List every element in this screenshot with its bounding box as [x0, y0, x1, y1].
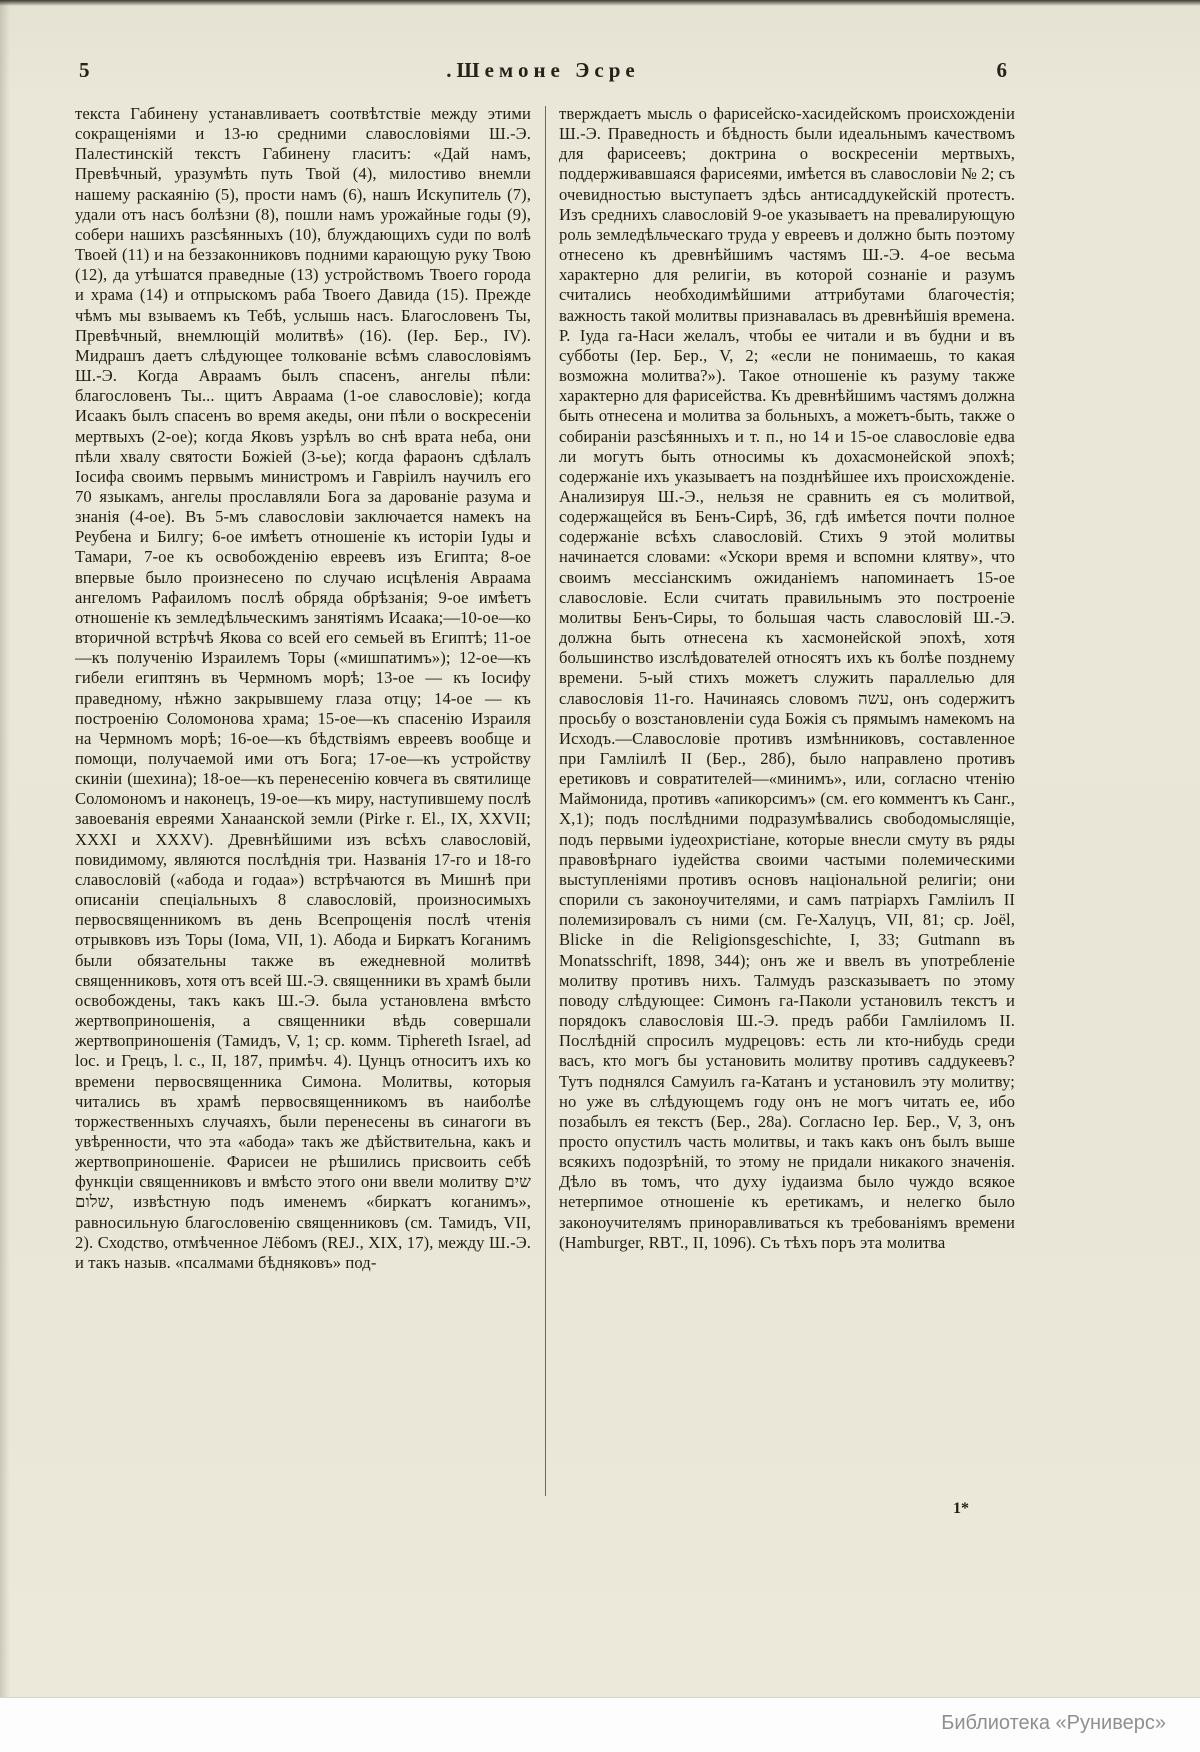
page-header	[75, 58, 1015, 83]
library-watermark: Библиотека «Руниверс»	[941, 1712, 1166, 1734]
column-divider-rule	[545, 106, 546, 1496]
page-number-right: 6	[996, 58, 1007, 82]
scan-bottom-strip	[0, 1697, 1200, 1752]
two-column-text-block	[75, 104, 1015, 1517]
running-title: .Шемоне Эсре	[446, 58, 640, 82]
page-number-left: 5	[79, 58, 90, 82]
text-column-left: текста Габинену устанавливаетъ соотвѣтствіе между этими сокращеніями и 13-ю средними славословіями Ш.-Э. Палестинскій текстъ Габинену гласитъ: «Дай намъ, Превѣчный, уразумѣть путь Твой (4), милостиво внемли нашему раскаянію (5), прости намъ (6), нашъ Искупитель (7), удали отъ насъ болѣзни (8), пошли намъ урожайные годы (9), собери нашихъ разсѣянныхъ (10), блуждающихъ суди по волѣ Твоей (11) и на беззаконниковъ подними карающую руку Твою (12), да утѣшатся праведные (13) устройствомъ Твоего города и храма (14) и отпрыскомъ раба Твоего Давида (15). Прежде чѣмъ мы взываемъ къ Тебѣ, услышь насъ. Благословенъ Ты, Превѣчный, внемлющій молитвѣ» (16). (Іер. Бер., IV). Мидрашъ даетъ слѣдующее толкованіе всѣмъ славословіямъ Ш.-Э. Когда Авраамъ былъ спасенъ, ангелы пѣли: благословенъ Ты... щитъ Авраама (1-ое славословіе); когда Исаакъ былъ спасенъ во время акеды, они пѣли о воскресеніи мертвыхъ (2-ое); когда Яковъ узрѣлъ во снѣ врата неба, они пѣли хвалу святости Божіей (3-ье); когда фараонъ сдѣлалъ Іосифа своимъ первымъ министромъ и Гавріилъ научилъ его 70 языкамъ, ангелы прославляли Бога за дарованіе разума и знанія (4-ое). Въ 5-мъ славословіи заключается намекъ на Реубена и Билгу; 6-ое имѣетъ отношеніе къ исторіи Іуды и Тамари, 7-ое къ освобожденію евреевъ изъ Египта; 8-ое впервые было произнесено по случаю исцѣленія Авраама ангеломъ Рафаиломъ послѣ обряда обрѣзанія; 9-ое имѣетъ отношеніе къ земледѣльческимъ занятіямъ Исаака;—10-ое—ко вторичной встрѣчѣ Якова со всей его семьей въ Египтѣ; 11-ое—къ полученію Израилемъ Торы («мишпатимъ»); 12-ое—къ гибели египтянъ въ Чермномъ морѣ; 13-ое — къ Іосифу праведному, нѣжно закрывшему глаза отцу; 14-ое — къ построенію Соломонова храма; 15-ое—къ спасенію Израиля на Чермномъ морѣ; 16-ое—къ бѣдствіямъ евреевъ вообще и помощи, получаемой ими отъ Бога; 17-ое—къ устройству скиніи (шехина); 18-ое—къ перенесенію ковчега въ святилище Соломономъ и наконецъ, 19-ое—къ миру, наступившему послѣ завоеванія евреями Ханаанской земли (Pirke r. El., IX, XXVII; XXXI и XXXV). Древнѣйшими изъ всѣхъ славословій, повидимому, являются послѣднія три. Названія 17-го и 18-го славословій («абода и годаа») встрѣчаются въ Мишнѣ при описаніи спеціальныхъ 8 славословій, произносимыхъ первосвященникомъ въ день Всепрощенія послѣ чтенія отрывковъ изъ Торы (Іома, VII, 1). Абода и Биркатъ Коганимъ были обязательны также въ ежедневной молитвѣ священниковъ, хотя отъ всей Ш.-Э. священники въ храмѣ были освобождены, такъ какъ Ш.-Э. была установлена вмѣсто жертвоприношенія, а священники вѣдь совершали жертвоприношенія (Тамидъ, V, 1; ср. комм. Tiphereth Israel, ad loc. и Грецъ, l. c., II, 187, примѣч. 4). Цунцъ относитъ ихъ ко времени первосвященника Симона. Молитвы, которыя читались въ храмѣ первосвященникомъ въ наиболѣе торжественныхъ случаяхъ, были перенесены въ синагоги въ увѣренности, что эта «абода» такъ же дѣйствительна, какъ и жертвоприношеніе. Фарисеи не рѣшились присвоить себѣ функціи священниковъ и вмѣсто этого они ввели молитву שים שלום, извѣстную подъ именемъ «биркатъ коганимъ», равносильную благословенію священниковъ (см. Тамидъ, VII, 2). Сходство, отмѣченное Лёбомъ (REJ., XIX, 17), между Ш.-Э. и такъ назыв. «псалмами бѣдняковъ» под-	[75, 104, 531, 1272]
page-content	[75, 58, 1015, 1517]
signature-mark: 1*	[953, 1500, 969, 1517]
text-column-right: тверждаетъ мысль о фарисейско-хасидейскомъ происхожденіи Ш.-Э. Праведность и бѣдность были идеальнымъ качествомъ для фарисеевъ; доктрина о воскресеніи мертвыхъ, поддерживавшаяся фарисеями, имѣется въ славословіи № 2; съ очевидностью выступаетъ здѣсь антисаддукейскій протестъ. Изъ среднихъ славословій 9-ое указываетъ на превалирующую роль земледѣльческаго труда у евреевъ и должно быть поэтому отнесено къ древнѣйшимъ частямъ Ш.-Э. 4-ое весьма характерно для религіи, въ которой сознаніе и разумъ считались необходимѣйшими аттрибутами благочестія; важность такой молитвы признавалась въ древнѣйшія времена. Р. Іуда га-Наси желалъ, чтобы ее читали и въ будни и въ субботы (Іер. Бер., V, 2; «если не понимаешь, то какая возможна молитва?»). Такое отношеніе къ разуму также характерно для фарисейства. Къ древнѣйшимъ частямъ должна быть отнесена и молитва за больныхъ, а можетъ-быть, также о собираніи разсѣянныхъ и т. п., но 14 и 15-ое славословіе едва ли могутъ быть относимы къ дохасмонейской эпохѣ; содержаніе ихъ указываетъ на позднѣйшее ихъ происхожденіе. Анализируя Ш.-Э., нельзя не сравнить ея съ молитвой, содержащейся въ Бенъ-Сирѣ, 36, гдѣ имѣется почти полное содержаніе всѣхъ славословій. Стихъ 9 этой молитвы начинается словами: «Ускори время и вспомни клятву», что своимъ мессіанскимъ ожиданіемъ напоминаетъ 15-ое славословіе. Если считать правильнымъ это построеніе молитвы Бенъ-Сиры, то большая часть славословій Ш.-Э. должна быть отнесена къ хасмонейской эпохѣ, хотя большинство изслѣдователей относятъ ихъ къ болѣе позднему времени. 5-ый стихъ можетъ служить параллелью для славословія 11-го. Начинаясь словомъ עשה, онъ содержитъ просьбу о возстановленіи суда Божія съ прямымъ намекомъ на Исходъ.—Славословіе противъ измѣнниковъ, составленное при Гамліилѣ II (Бер., 28б), было направлено противъ еретиковъ и совратителей—«минимъ», или, согласно чтенію Маймонида, противъ «апикорсимъ» (см. его комментъ къ Санг., X,1); подъ послѣдними подразумѣвались свободомыслящіе, подъ первыми іудеохристіане, которые внесли смуту въ ряды правовѣрнаго іудейства своими частыми полемическими выступленіями противъ основъ національной религіи; они спорили съ законоучителями, и самъ патріархъ Гамліилъ II полемизировалъ съ ними (см. Ге-Халуцъ, VII, 81; ср. Joël, Blicke in die Religionsgeschichte, I, 33; Gutmann въ Monatsschrift, 1898, 344); онъ же и ввелъ въ употребленіе молитву противъ нихъ. Талмудъ разсказываетъ по этому поводу слѣдующее: Симонъ га-Паколи установилъ текстъ и порядокъ славословія Ш.-Э. предъ рабби Гамліиломъ II. Послѣдній спросилъ мудрецовъ: есть ли кто-нибудь среди васъ, кто могъ бы установить молитву противъ саддукеевъ? Тутъ поднялся Самуилъ га-Катанъ и установилъ эту молитву; но уже въ слѣдующемъ году онъ не могъ читать ее, ибо позабылъ ея текстъ (Бер., 28а). Согласно Іер. Бер., V, 3, онъ просто опустилъ часть молитвы, и такъ какъ онъ былъ выше всякихъ подозрѣній, то этому не придали никакого значенія. Дѣло въ томъ, что духу іудаизма было чуждо всякое нетерпимое отношеніе къ еретикамъ, и нелегко было законоучителямъ приноравливаться къ требованіямъ времени (Hamburger, RBT., II, 1096). Съ тѣхъ поръ эта молитва	[559, 104, 1015, 1252]
